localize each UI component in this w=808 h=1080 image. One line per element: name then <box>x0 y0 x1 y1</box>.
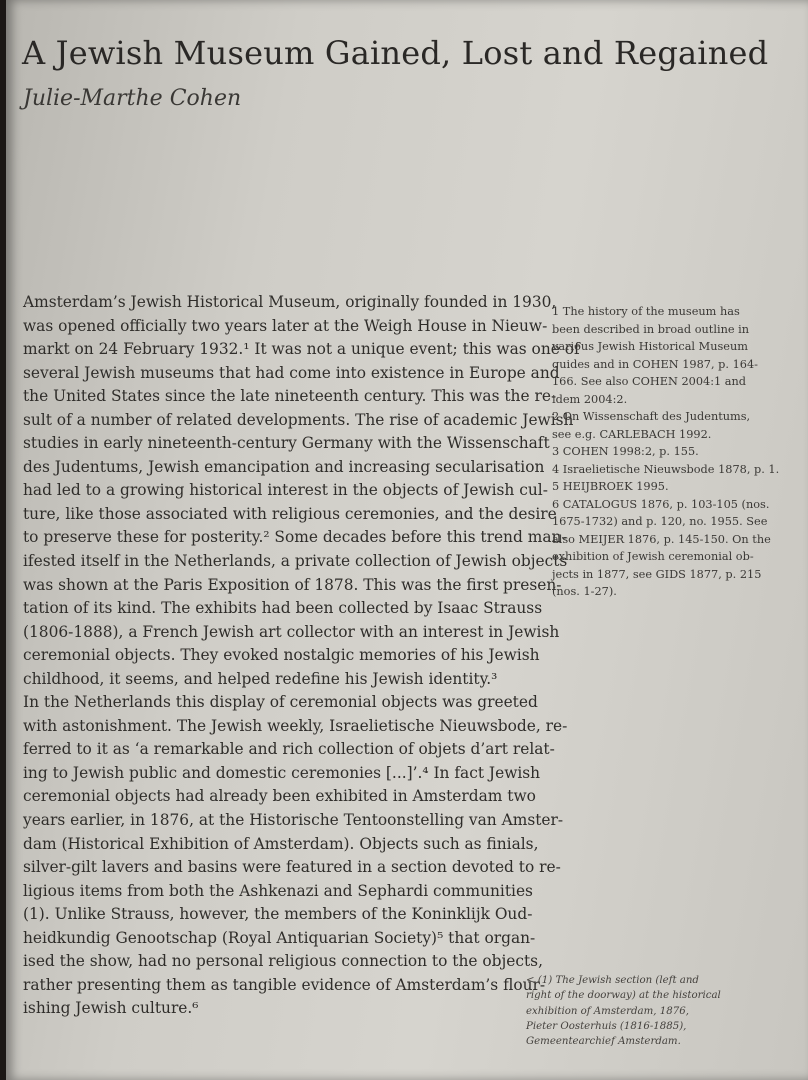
body-line: ised the show, had no personal religious connection to the objects, <box>23 952 543 971</box>
body-line: several Jewish museums that had come into existence in Europe and <box>23 363 560 382</box>
footnote-line: exhibition of Jewish ceremonial ob- <box>552 550 754 563</box>
book-page <box>6 0 808 1080</box>
article-title: A Jewish Museum Gained, Lost and Regained <box>22 34 769 72</box>
body-text <box>23 291 580 1021</box>
body-line: childhood, it seems, and helped redefine his Jewish identity.³ <box>23 669 498 688</box>
caption-line: Pieter Oosterhuis (1816-1885), <box>526 1020 687 1032</box>
footnote-line: 3 COHEN 1998:2, p. 155. <box>552 445 699 458</box>
body-line: ifested itself in the Netherlands, a private collection of Jewish objects <box>23 552 568 571</box>
caption-line: < (1) The Jewish section (left and <box>526 975 699 986</box>
body-line: silver-gilt lavers and basins were featured in a section devoted to re- <box>23 858 561 877</box>
body-line: markt on 24 February 1932.¹ It was not a unique event; this was one of <box>23 340 580 359</box>
body-line: ceremonial objects had already been exhibited in Amsterdam two <box>23 787 536 806</box>
body-line: ing to Jewish public and domestic ceremonies [...]’.⁴ In fact Jewish <box>23 763 541 782</box>
body-line: In the Netherlands this display of ceremonial objects was greeted <box>23 693 538 712</box>
caption-line: Gemeentearchief Amsterdam. <box>526 1036 681 1048</box>
footnote-line: 6 CATALOGUS 1876, p. 103-105 (nos. <box>552 497 770 511</box>
footnote-line: jects in 1877, see GIDS 1877, p. 215 <box>552 567 762 581</box>
body-line: Amsterdam’s Jewish Historical Museum, originally founded in 1930, <box>23 293 557 311</box>
body-line: tation of its kind. The exhibits had been collected by Isaac Strauss <box>23 599 543 618</box>
body-line: sult of a number of related developments. The rise of academic Jewish <box>23 410 574 429</box>
body-line: des Judentums, Jewish emancipation and increasing secularisation <box>23 457 545 476</box>
body-line: ceremonial objects. They evoked nostalgic memories of his Jewish <box>23 646 540 665</box>
body-line: (1806-1888), a French Jewish art collector with an interest in Jewish <box>23 622 560 641</box>
footnote-line: see e.g. CARLEBACH 1992. <box>552 427 712 441</box>
caption-line: exhibition of Amsterdam, 1876, <box>526 1005 689 1017</box>
body-line: was opened officially two years later at the Weigh House in Nieuw- <box>23 316 548 335</box>
footnote-line: 4 Israelietische Nieuwsbode 1878, p. 1. <box>552 462 780 476</box>
body-line: years earlier, in 1876, at the Historische Tentoonstelling van Amster- <box>23 811 564 830</box>
body-line: studies in early nineteenth-century Germany with the Wissenschaft <box>23 434 550 453</box>
footnote-line: 5 HEIJBROEK 1995. <box>552 480 669 493</box>
footnote-line: 1675-1732) and p. 120, no. 1955. See <box>552 515 768 528</box>
caption-line: right of the doorway) at the historical <box>526 990 721 1002</box>
body-line: ferred to it as ‘a remarkable and rich collection of objets d’art relat- <box>23 740 555 759</box>
body-line: was shown at the Paris Exposition of 1878. This was the first presen- <box>23 575 562 594</box>
figure-caption <box>526 973 786 1049</box>
footnote-line: idem 2004:2. <box>552 392 628 406</box>
footnote-line: guides and in COHEN 1987, p. 164- <box>552 357 758 371</box>
body-line: the United States since the late nineteenth century. This was the re- <box>23 387 557 406</box>
body-line: ishing Jewish culture.⁶ <box>23 999 199 1018</box>
body-line: ture, like those associated with religious ceremonies, and the desire <box>23 504 557 523</box>
body-line: ligious items from both the Ashkenazi and Sephardi communities <box>23 881 533 900</box>
body-line: dam (Historical Exhibition of Amsterdam). Objects such as finials, <box>23 834 539 853</box>
author-name: Julie-Marthe Cohen <box>23 86 242 111</box>
footnote-line: been described in broad outline in <box>552 322 750 336</box>
footnote-line: 166. See also COHEN 2004:1 and <box>552 375 747 388</box>
footnote-line: various Jewish Historical Museum <box>552 340 748 353</box>
footnotes <box>552 303 782 601</box>
body-line: (1). Unlike Strauss, however, the members of the Koninklijk Oud- <box>23 905 533 924</box>
body-line: heidkundig Genootschap (Royal Antiquarian Society)⁵ that organ- <box>23 928 536 947</box>
footnote-line: (nos. 1-27). <box>552 585 617 598</box>
footnote-line: 2 On Wissenschaft des Judentums, <box>552 410 751 423</box>
body-line: to preserve these for posterity.² Some decades before this trend man- <box>23 528 567 547</box>
body-line: with astonishment. The Jewish weekly, Israelietische Nieuwsbode, re- <box>23 716 568 735</box>
body-line: had led to a growing historical interest in the objects of Jewish cul- <box>23 481 548 500</box>
body-line: rather presenting them as tangible evidence of Amsterdam’s flour- <box>23 975 546 994</box>
footnote-line: also MEIJER 1876, p. 145-150. On the <box>552 532 771 546</box>
footnote-line: 1 The history of the museum has <box>552 305 740 318</box>
